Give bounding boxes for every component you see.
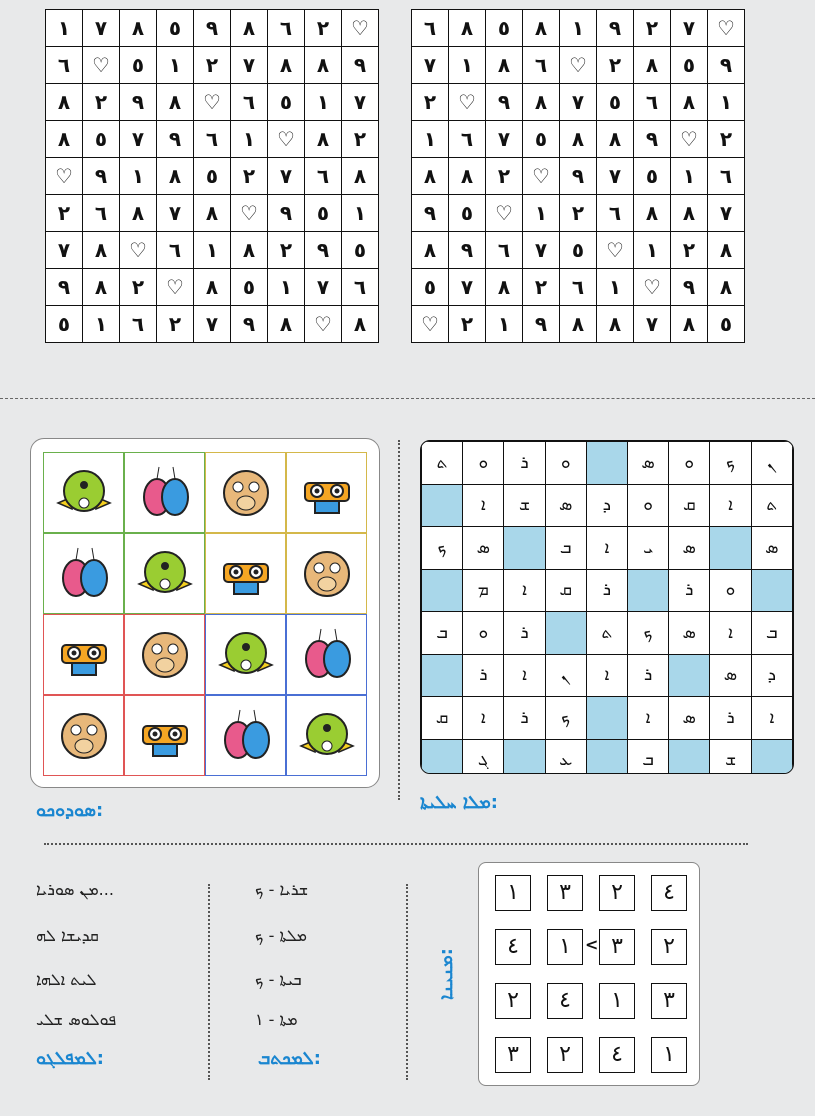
car-icon xyxy=(286,452,367,533)
sudoku-cell: ♡ xyxy=(194,84,231,121)
sudoku-cell: ٩ xyxy=(157,121,194,158)
sudoku-cell: ٦ xyxy=(268,10,305,47)
sudoku-cell: ٢ xyxy=(83,84,120,121)
image-sudoku-panel xyxy=(30,438,380,788)
sudoku-cell: ٨ xyxy=(194,195,231,232)
sudoku-cell: ٥ xyxy=(83,121,120,158)
crossword-cell: ܡ xyxy=(463,569,504,612)
sudoku-cell: ٩ xyxy=(486,84,523,121)
sudoku-cell: ٧ xyxy=(83,10,120,47)
number-cell: ٢ xyxy=(599,875,635,911)
sudoku-cell: ٢ xyxy=(231,158,268,195)
sudoku-cell: ٧ xyxy=(120,121,157,158)
sudoku-cell: ٢ xyxy=(523,269,560,306)
crossword-cell: ܘ xyxy=(463,612,504,655)
sudoku-cell: ٨ xyxy=(671,195,708,232)
sudoku-cell: ٢ xyxy=(268,232,305,269)
sudoku-cell: ١ xyxy=(83,306,120,343)
crossword-cell xyxy=(504,739,545,774)
crossword-cell: ܪ xyxy=(504,442,545,485)
crossword-cell: ܘ xyxy=(669,442,710,485)
crossword-cell: ܐ xyxy=(504,654,545,697)
crossword-cell: ܪ xyxy=(586,569,627,612)
number-cell: ٤ xyxy=(599,1037,635,1073)
crossword-cell: ܐ xyxy=(504,569,545,612)
sudoku-cell: ٧ xyxy=(634,306,671,343)
sudoku-cell: ٨ xyxy=(231,232,268,269)
bird-icon xyxy=(286,695,367,776)
crossword-cell: ܘ xyxy=(545,442,586,485)
crossword-cell: ܒ xyxy=(422,612,463,655)
crossword-cell: ܪ xyxy=(504,612,545,655)
sudoku-cell: ١ xyxy=(157,47,194,84)
sudoku-cell: ٩ xyxy=(708,47,745,84)
sudoku-cell: ♡ xyxy=(46,158,83,195)
sudoku-cell: ٧ xyxy=(708,195,745,232)
number-cell: ٤ xyxy=(651,875,687,911)
sudoku-cell: ٧ xyxy=(412,47,449,84)
sketch-line: ܒܝܬܐ - ܟ xyxy=(255,970,302,989)
sudoku-cell: ١ xyxy=(486,306,523,343)
crossword-cell: ܒ xyxy=(751,612,792,655)
sudoku-cell: ♡ xyxy=(486,195,523,232)
sketch-col1-label: ܠܡܦܠܓܘ: xyxy=(36,1048,104,1069)
crossword-cell: ܐ xyxy=(586,654,627,697)
crossword-cell: ܣ xyxy=(463,527,504,570)
sudoku-cell: ٩ xyxy=(231,306,268,343)
crossword-cell: ܐ xyxy=(627,697,668,740)
crossword-cell: ܟ xyxy=(710,442,751,485)
sudoku-cell: ٩ xyxy=(46,269,83,306)
sketch-line: ܩܕܝܫܐ ܠܗ xyxy=(36,926,99,945)
number-cell: ١ xyxy=(547,929,583,965)
crossword-cell xyxy=(504,527,545,570)
crossword-cell xyxy=(751,739,792,774)
crossword-cell xyxy=(669,654,710,697)
bird-icon xyxy=(43,452,124,533)
balloons-icon xyxy=(286,614,367,695)
crossword-cell xyxy=(710,527,751,570)
sudoku-cell: ١ xyxy=(449,47,486,84)
sudoku-cell: ٨ xyxy=(157,158,194,195)
number-cell: ٤ xyxy=(547,983,583,1019)
sudoku-cell: ٨ xyxy=(560,306,597,343)
crossword-cell: ܪ xyxy=(504,697,545,740)
sudoku-cell: ٨ xyxy=(412,232,449,269)
sudoku-cell: ٥ xyxy=(342,232,379,269)
number-cell: ٣ xyxy=(651,983,687,1019)
crossword-cell: ܟ xyxy=(627,612,668,655)
monkey-icon xyxy=(124,614,205,695)
crossword-cell xyxy=(422,484,463,527)
bird-icon xyxy=(124,533,205,614)
sudoku-cell: ٩ xyxy=(523,306,560,343)
sudoku-cell: ٢ xyxy=(157,306,194,343)
sudoku-cell: ١ xyxy=(305,84,342,121)
crossword-cell: ܒ xyxy=(545,527,586,570)
sudoku-cell: ٢ xyxy=(671,232,708,269)
sudoku-cell: ٦ xyxy=(46,47,83,84)
image-sudoku-grid xyxy=(43,452,367,776)
sudoku-cell: ♡ xyxy=(560,47,597,84)
sudoku-cell: ١ xyxy=(268,269,305,306)
sudoku-cell: ٩ xyxy=(305,232,342,269)
sudoku-cell: ٦ xyxy=(231,84,268,121)
crossword-cell: ܣ xyxy=(545,484,586,527)
sudoku-cell: ٧ xyxy=(268,158,305,195)
sudoku-cell: ١ xyxy=(46,10,83,47)
crossword-cell: ܐ xyxy=(710,612,751,655)
crossword-grid xyxy=(420,440,794,774)
sudoku-cell: ٦ xyxy=(194,121,231,158)
sudoku-cell: ٢ xyxy=(634,10,671,47)
sudoku-cell: ٥ xyxy=(194,158,231,195)
number-cell: ٢ xyxy=(651,929,687,965)
crossword-cell: ܬ xyxy=(422,442,463,485)
sudoku-cell: ٨ xyxy=(449,10,486,47)
divider-vertical xyxy=(406,884,408,1080)
sudoku-cell: ♡ xyxy=(671,121,708,158)
crossword-cell xyxy=(586,697,627,740)
sudoku-cell: ٥ xyxy=(157,10,194,47)
crossword-cell xyxy=(422,569,463,612)
sudoku-cell: ٨ xyxy=(560,121,597,158)
sudoku-cell: ١ xyxy=(231,121,268,158)
car-icon xyxy=(43,614,124,695)
sudoku-cell: ٨ xyxy=(597,121,634,158)
sudoku-cell: ٥ xyxy=(634,158,671,195)
bird-icon xyxy=(205,614,286,695)
section-divider xyxy=(0,398,815,399)
sudoku-cell: ٢ xyxy=(305,10,342,47)
sudoku-cell: ♡ xyxy=(597,232,634,269)
crossword-cell xyxy=(627,569,668,612)
sudoku-cell: ♡ xyxy=(342,10,379,47)
sudoku-cell: ٨ xyxy=(268,47,305,84)
crossword-cell: ܣ xyxy=(669,527,710,570)
sudoku-cell: ٦ xyxy=(157,232,194,269)
sudoku-cell: ٢ xyxy=(560,195,597,232)
sudoku-cell: ١ xyxy=(671,158,708,195)
balloons-icon xyxy=(43,533,124,614)
sudoku-cell: ♡ xyxy=(449,84,486,121)
crossword-cell: ܪ xyxy=(710,697,751,740)
sudoku-cell: ٨ xyxy=(708,232,745,269)
sudoku-cell: ٢ xyxy=(449,306,486,343)
sudoku-cell: ٢ xyxy=(194,47,231,84)
crossword-cell xyxy=(545,612,586,655)
crossword-cell: ܐ xyxy=(751,697,792,740)
sudoku-cell: ٨ xyxy=(523,84,560,121)
crossword-cell: ܥ xyxy=(545,739,586,774)
sudoku-cell: ٧ xyxy=(231,47,268,84)
crossword-cell: ܫ xyxy=(504,484,545,527)
sketch-line: ܠܝܬ ܐܠܗܐ xyxy=(36,970,97,989)
crossword-cell: ܩ xyxy=(545,569,586,612)
sudoku-cell: ♡ xyxy=(157,269,194,306)
crossword-cell xyxy=(422,654,463,697)
crossword-cell xyxy=(586,442,627,485)
number-cell: ٣ xyxy=(599,929,635,965)
sketch-line: ܡܢ ܣܘܪܝܐ... xyxy=(36,880,114,899)
sudoku-cell: ٨ xyxy=(83,269,120,306)
crossword-cell: ܣ xyxy=(627,442,668,485)
image-sudoku-label: ܣܘܕܘܟܘ: xyxy=(36,800,104,821)
sudoku-cell: ٦ xyxy=(597,195,634,232)
crossword-cell: ܝ xyxy=(627,527,668,570)
crossword-cell: ܕ xyxy=(586,484,627,527)
sudoku-cell: ٨ xyxy=(486,47,523,84)
sudoku-cell: ٨ xyxy=(268,306,305,343)
crossword-cell: ܒ xyxy=(627,739,668,774)
sudoku-cell: ♡ xyxy=(268,121,305,158)
sudoku-cell: ٩ xyxy=(560,158,597,195)
sudoku-cell: ٧ xyxy=(305,269,342,306)
crossword-cell: ܐ xyxy=(586,527,627,570)
crossword-cell: ܬ xyxy=(586,612,627,655)
sudoku-cell: ٨ xyxy=(342,306,379,343)
divider-horizontal xyxy=(44,843,748,845)
car-icon xyxy=(124,695,205,776)
sudoku-cell: ١ xyxy=(634,232,671,269)
crossword-cell: ܘ xyxy=(463,442,504,485)
number-cell: ٢ xyxy=(495,983,531,1019)
sudoku-cell: ٥ xyxy=(268,84,305,121)
crossword-cell: ܘ xyxy=(627,484,668,527)
sudoku-cell: ٨ xyxy=(708,269,745,306)
sudoku-cell: ٨ xyxy=(634,47,671,84)
sudoku-cell: ٨ xyxy=(597,306,634,343)
crossword-cell: ܪ xyxy=(463,654,504,697)
crossword-cell: ܓ xyxy=(463,739,504,774)
crossword-cell: ܘ xyxy=(710,569,751,612)
sudoku-cell: ٢ xyxy=(342,121,379,158)
sketch-line: ܦܘܠܘܣ ܫܠܝ xyxy=(36,1010,117,1029)
sudoku-cell: ٧ xyxy=(46,232,83,269)
sudoku-cell: ♡ xyxy=(412,306,449,343)
sudoku-cell: ١ xyxy=(708,84,745,121)
sudoku-cell: ٩ xyxy=(120,84,157,121)
crossword-cell: ܐ xyxy=(463,697,504,740)
sudoku-cell: ٧ xyxy=(449,269,486,306)
sudoku-cell: ٨ xyxy=(120,195,157,232)
sudoku-cell: ♡ xyxy=(231,195,268,232)
sudoku-cell: ٢ xyxy=(486,158,523,195)
sudoku-cell: ٩ xyxy=(634,121,671,158)
sudoku-cell: ٩ xyxy=(449,232,486,269)
balloons-icon xyxy=(205,695,286,776)
sudoku-cell: ٦ xyxy=(634,84,671,121)
sudoku-cell: ♡ xyxy=(83,47,120,84)
sudoku-cell: ٦ xyxy=(412,10,449,47)
sudoku-cell: ٥ xyxy=(412,269,449,306)
crossword-label: ܡܠܐ ܚܠܝܬܐ: xyxy=(420,792,498,813)
crossword-cell: ܟ xyxy=(422,527,463,570)
sudoku-cell: ٦ xyxy=(305,158,342,195)
comparison-sign: < xyxy=(585,935,599,954)
crossword-cell xyxy=(751,569,792,612)
sudoku-cell: ٩ xyxy=(194,10,231,47)
sudoku-cell: ٦ xyxy=(449,121,486,158)
monkey-icon xyxy=(286,533,367,614)
sudoku-cell: ٧ xyxy=(194,306,231,343)
crossword-cell: ܪ xyxy=(669,569,710,612)
sudoku-cell: ٨ xyxy=(342,158,379,195)
crossword-cell: ܣ xyxy=(669,697,710,740)
sudoku-cell: ٢ xyxy=(597,47,634,84)
sudoku-cell: ٨ xyxy=(46,84,83,121)
sudoku-cell: ١ xyxy=(560,10,597,47)
sudoku-cell: ٨ xyxy=(634,195,671,232)
crossword-cell: ܩ xyxy=(422,697,463,740)
monkey-icon xyxy=(43,695,124,776)
sudoku-cell: ٥ xyxy=(120,47,157,84)
sudoku-cell: ٧ xyxy=(523,232,560,269)
sudoku-cell: ٢ xyxy=(708,121,745,158)
sudoku-cell: ٢ xyxy=(120,269,157,306)
sudoku-cell: ٦ xyxy=(523,47,560,84)
sudoku-cell: ٨ xyxy=(671,84,708,121)
sudoku-cell: ١ xyxy=(412,121,449,158)
sudoku-cell: ٧ xyxy=(157,195,194,232)
sudoku-cell: ٨ xyxy=(671,306,708,343)
crossword-cell: ܩ xyxy=(669,484,710,527)
divider-vertical xyxy=(208,884,210,1080)
sudoku-cell: ١ xyxy=(194,232,231,269)
sudoku-cell: ٨ xyxy=(449,158,486,195)
balloons-icon xyxy=(124,452,205,533)
sudoku-cell: ١ xyxy=(120,158,157,195)
sudoku-cell: ٥ xyxy=(523,121,560,158)
crossword-cell xyxy=(586,739,627,774)
sudoku-cell: ٩ xyxy=(268,195,305,232)
sudoku-cell: ٢ xyxy=(412,84,449,121)
number-cell: ١ xyxy=(495,875,531,911)
monkey-icon xyxy=(205,452,286,533)
sudoku-cell: ♡ xyxy=(634,269,671,306)
sketch-line: ܫܪܝܐ - ܟ xyxy=(255,880,309,899)
sudoku-cell: ٧ xyxy=(486,121,523,158)
sudoku-cell: ١ xyxy=(342,195,379,232)
crossword-cell: ܢ xyxy=(751,442,792,485)
sudoku-cell: ♡ xyxy=(523,158,560,195)
sudoku-cell: ٧ xyxy=(342,84,379,121)
sudoku-cell: ٨ xyxy=(46,121,83,158)
number-cell: ١ xyxy=(599,983,635,1019)
crossword-cell xyxy=(422,739,463,774)
crossword-cell: ܪ xyxy=(627,654,668,697)
number-cell: ٣ xyxy=(547,875,583,911)
sudoku-cell: ١ xyxy=(597,269,634,306)
sudoku-cell: ٨ xyxy=(120,10,157,47)
sudoku-cell: ٥ xyxy=(708,306,745,343)
sudoku-cell: ٧ xyxy=(671,10,708,47)
number-cell: ٤ xyxy=(495,929,531,965)
sudoku-cell: ٨ xyxy=(305,121,342,158)
crossword-cell: ܫ xyxy=(710,739,751,774)
sudoku-cell: ♡ xyxy=(120,232,157,269)
sudoku-cell: ٩ xyxy=(83,158,120,195)
sudoku-cell: ٨ xyxy=(305,47,342,84)
crossword-cell: ܣ xyxy=(669,612,710,655)
sudoku-cell: ٦ xyxy=(120,306,157,343)
sudoku-cell: ٥ xyxy=(449,195,486,232)
sudoku-cell: ٩ xyxy=(671,269,708,306)
crossword-cell: ܣ xyxy=(751,527,792,570)
sudoku-cell: ٨ xyxy=(194,269,231,306)
sudoku-cell: ٧ xyxy=(560,84,597,121)
sudoku-cell: ٨ xyxy=(523,10,560,47)
sudoku-cell: ٨ xyxy=(157,84,194,121)
sketch-col2-label: ܠܡܟܬܒ: xyxy=(258,1048,321,1069)
sudoku-cell: ٥ xyxy=(231,269,268,306)
crossword-cell: ܣ xyxy=(710,654,751,697)
number-cell: ٢ xyxy=(547,1037,583,1073)
sudoku-grid-left xyxy=(45,9,379,343)
sudoku-cell: ٧ xyxy=(597,158,634,195)
sudoku-cell: ♡ xyxy=(305,306,342,343)
sudoku-cell: ٥ xyxy=(305,195,342,232)
sudoku-cell: ٩ xyxy=(412,195,449,232)
number-grid-4x4 xyxy=(478,862,700,1086)
sketch-line: ܡܬܐ - ١ xyxy=(255,1010,298,1029)
sudoku-cell: ١ xyxy=(523,195,560,232)
car-icon xyxy=(205,533,286,614)
num4-label: ܡܢܝܢܐ: xyxy=(436,948,457,1000)
divider-vertical xyxy=(398,440,400,800)
sudoku-cell: ٨ xyxy=(412,158,449,195)
sudoku-cell: ٩ xyxy=(597,10,634,47)
sudoku-cell: ♡ xyxy=(708,10,745,47)
sudoku-cell: ٨ xyxy=(486,269,523,306)
sudoku-grid-right xyxy=(411,9,745,343)
crossword-cell xyxy=(669,739,710,774)
crossword-cell: ܐ xyxy=(710,484,751,527)
sudoku-cell: ٨ xyxy=(231,10,268,47)
sudoku-cell: ٥ xyxy=(46,306,83,343)
sudoku-cell: ٦ xyxy=(708,158,745,195)
sudoku-cell: ٦ xyxy=(83,195,120,232)
sudoku-cell: ٢ xyxy=(46,195,83,232)
crossword-cell: ܐ xyxy=(463,484,504,527)
number-cell: ١ xyxy=(651,1037,687,1073)
crossword-cell: ܢ xyxy=(545,654,586,697)
sudoku-cell: ٥ xyxy=(671,47,708,84)
crossword-cell: ܕ xyxy=(751,654,792,697)
crossword-cell: ܟ xyxy=(545,697,586,740)
sudoku-cell: ٦ xyxy=(486,232,523,269)
sudoku-cell: ٨ xyxy=(83,232,120,269)
sudoku-cell: ٥ xyxy=(597,84,634,121)
sketch-line: ܡܠܬܐ - ܟ xyxy=(255,926,307,945)
sudoku-cell: ٥ xyxy=(560,232,597,269)
sudoku-cell: ٦ xyxy=(560,269,597,306)
number-cell: ٣ xyxy=(495,1037,531,1073)
sudoku-cell: ٩ xyxy=(342,47,379,84)
sudoku-cell: ٥ xyxy=(486,10,523,47)
crossword-cell: ܬ xyxy=(751,484,792,527)
sudoku-cell: ٦ xyxy=(342,269,379,306)
